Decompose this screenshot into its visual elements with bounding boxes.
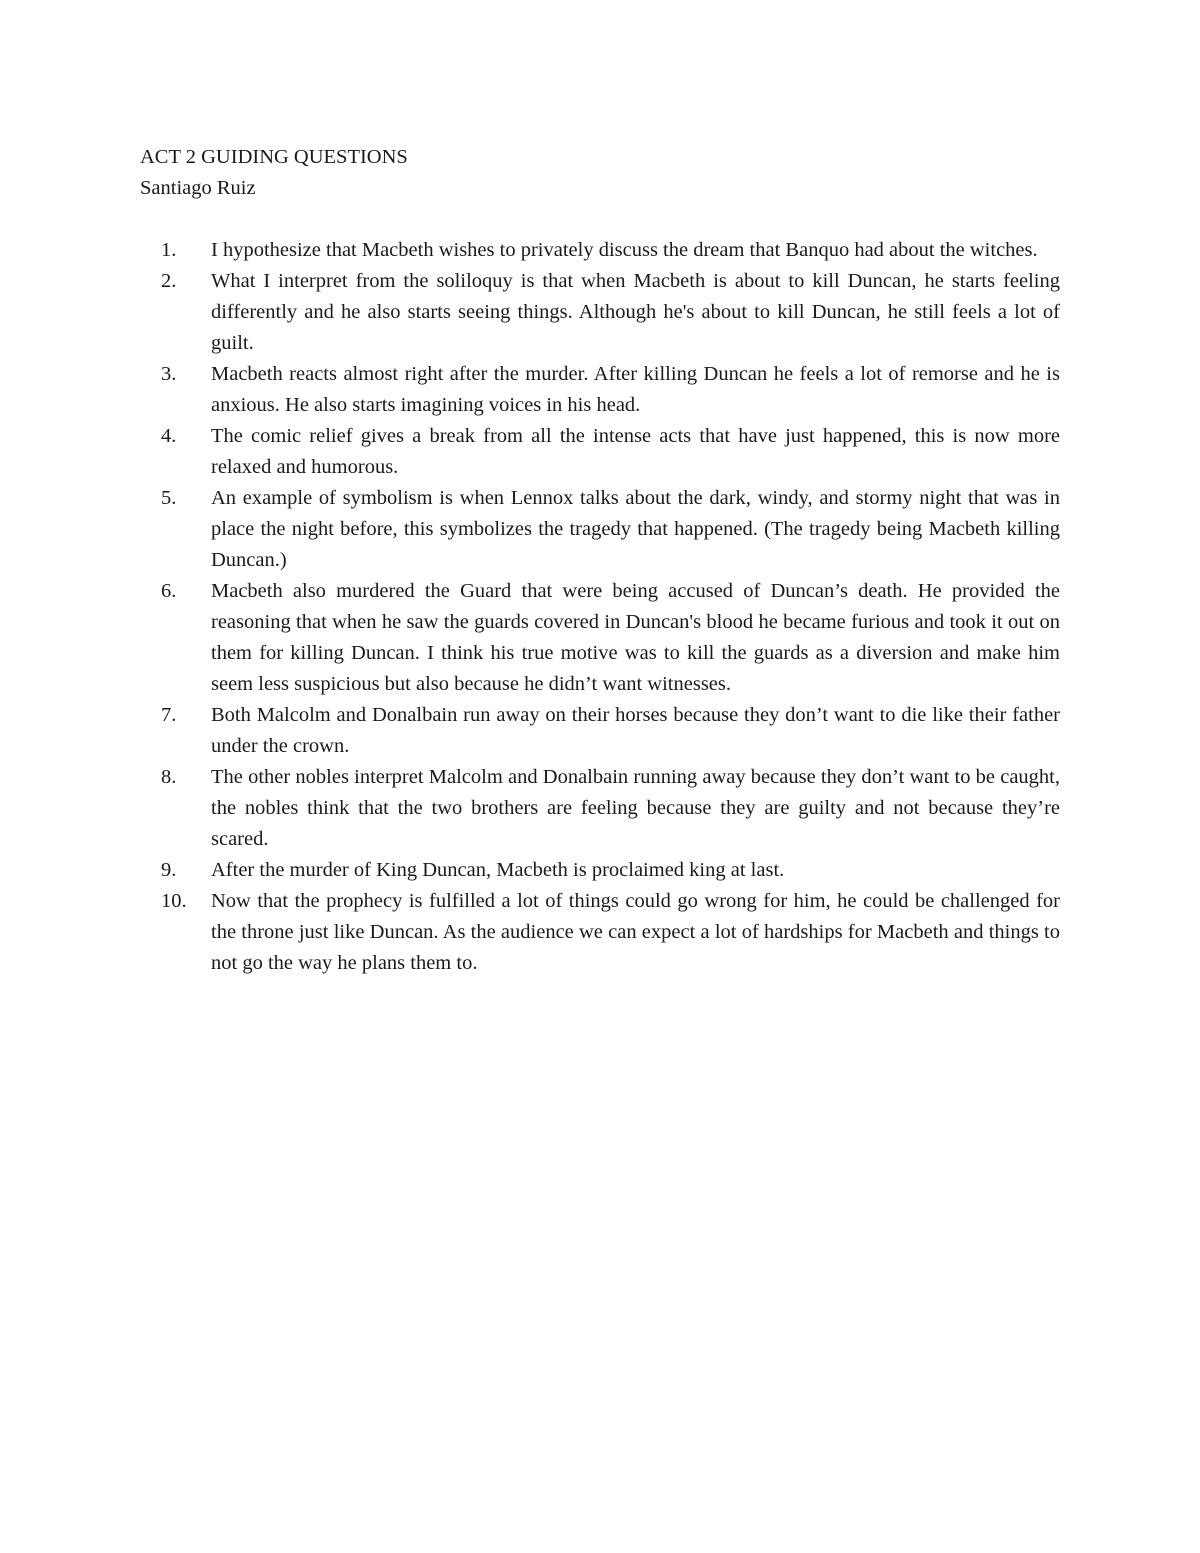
answer-number: 7. <box>161 704 177 726</box>
answer-number: 3. <box>161 363 177 385</box>
answer-number: 4. <box>161 425 177 447</box>
answer-text: Macbeth reacts almost right after the murder. After killing Duncan he feels a lot of remorse and he is anxious. He also starts imagining voices in his head. <box>211 363 1060 416</box>
answer-item-3 <box>140 359 1060 421</box>
answer-number: 10. <box>161 890 187 912</box>
answer-number: 5. <box>161 487 177 509</box>
answer-item-10 <box>140 886 1060 979</box>
answer-text: Both Malcolm and Donalbain run away on their horses because they don’t want to die like their father under the crown. <box>211 704 1060 757</box>
answer-text: The other nobles interpret Malcolm and Donalbain running away because they don’t want to be caught, the nobles think that the two brothers are feeling because they are guilty and not because they’re scared. <box>211 766 1060 850</box>
answer-item-5 <box>140 483 1060 576</box>
answer-number: 9. <box>161 859 177 881</box>
answer-text: An example of symbolism is when Lennox talks about the dark, windy, and stormy night that was in place the night before, this symbolizes the tragedy that happened. (The tragedy being Macbeth killing Duncan.) <box>211 487 1060 571</box>
answer-number: 1. <box>161 239 177 261</box>
answer-item-2 <box>140 266 1060 359</box>
document-header <box>140 142 1040 204</box>
answer-number: 6. <box>161 580 177 602</box>
answer-text: What I interpret from the soliloquy is that when Macbeth is about to kill Duncan, he starts feeling differently and he also starts seeing things. Although he's about to kill Duncan, he still feels a lot of guilt. <box>211 270 1060 354</box>
answer-text: Macbeth also murdered the Guard that were being accused of Duncan’s death. He provided the reasoning that when he saw the guards covered in Duncan's blood he became furious and took it out on them for killing Duncan. I think his true motive was to kill the guards as a diversion and make him seem less suspicious but also because he didn’t want witnesses. <box>211 580 1060 695</box>
document-title: ACT 2 GUIDING QUESTIONS <box>140 146 408 168</box>
answers-list <box>140 235 1060 979</box>
author-name: Santiago Ruiz <box>140 177 256 199</box>
answer-text: After the murder of King Duncan, Macbeth is proclaimed king at last. <box>211 859 785 881</box>
answer-text: Now that the prophecy is fulfilled a lot of things could go wrong for him, he could be challenged for the throne just like Duncan. As the audience we can expect a lot of hardships for Macbeth and things to not go the way he plans them to. <box>211 890 1060 974</box>
answer-text: The comic relief gives a break from all the intense acts that have just happened, this is now more relaxed and humorous. <box>211 425 1060 478</box>
answer-number: 2. <box>161 270 177 292</box>
answer-number: 8. <box>161 766 177 788</box>
answer-item-7 <box>140 700 1060 762</box>
answer-item-8 <box>140 762 1060 855</box>
answer-item-4 <box>140 421 1060 483</box>
answer-item-1 <box>140 235 1060 266</box>
answer-text: I hypothesize that Macbeth wishes to privately discuss the dream that Banquo had about the witches. <box>211 239 1038 261</box>
answer-item-6 <box>140 576 1060 700</box>
answer-item-9 <box>140 855 1060 886</box>
